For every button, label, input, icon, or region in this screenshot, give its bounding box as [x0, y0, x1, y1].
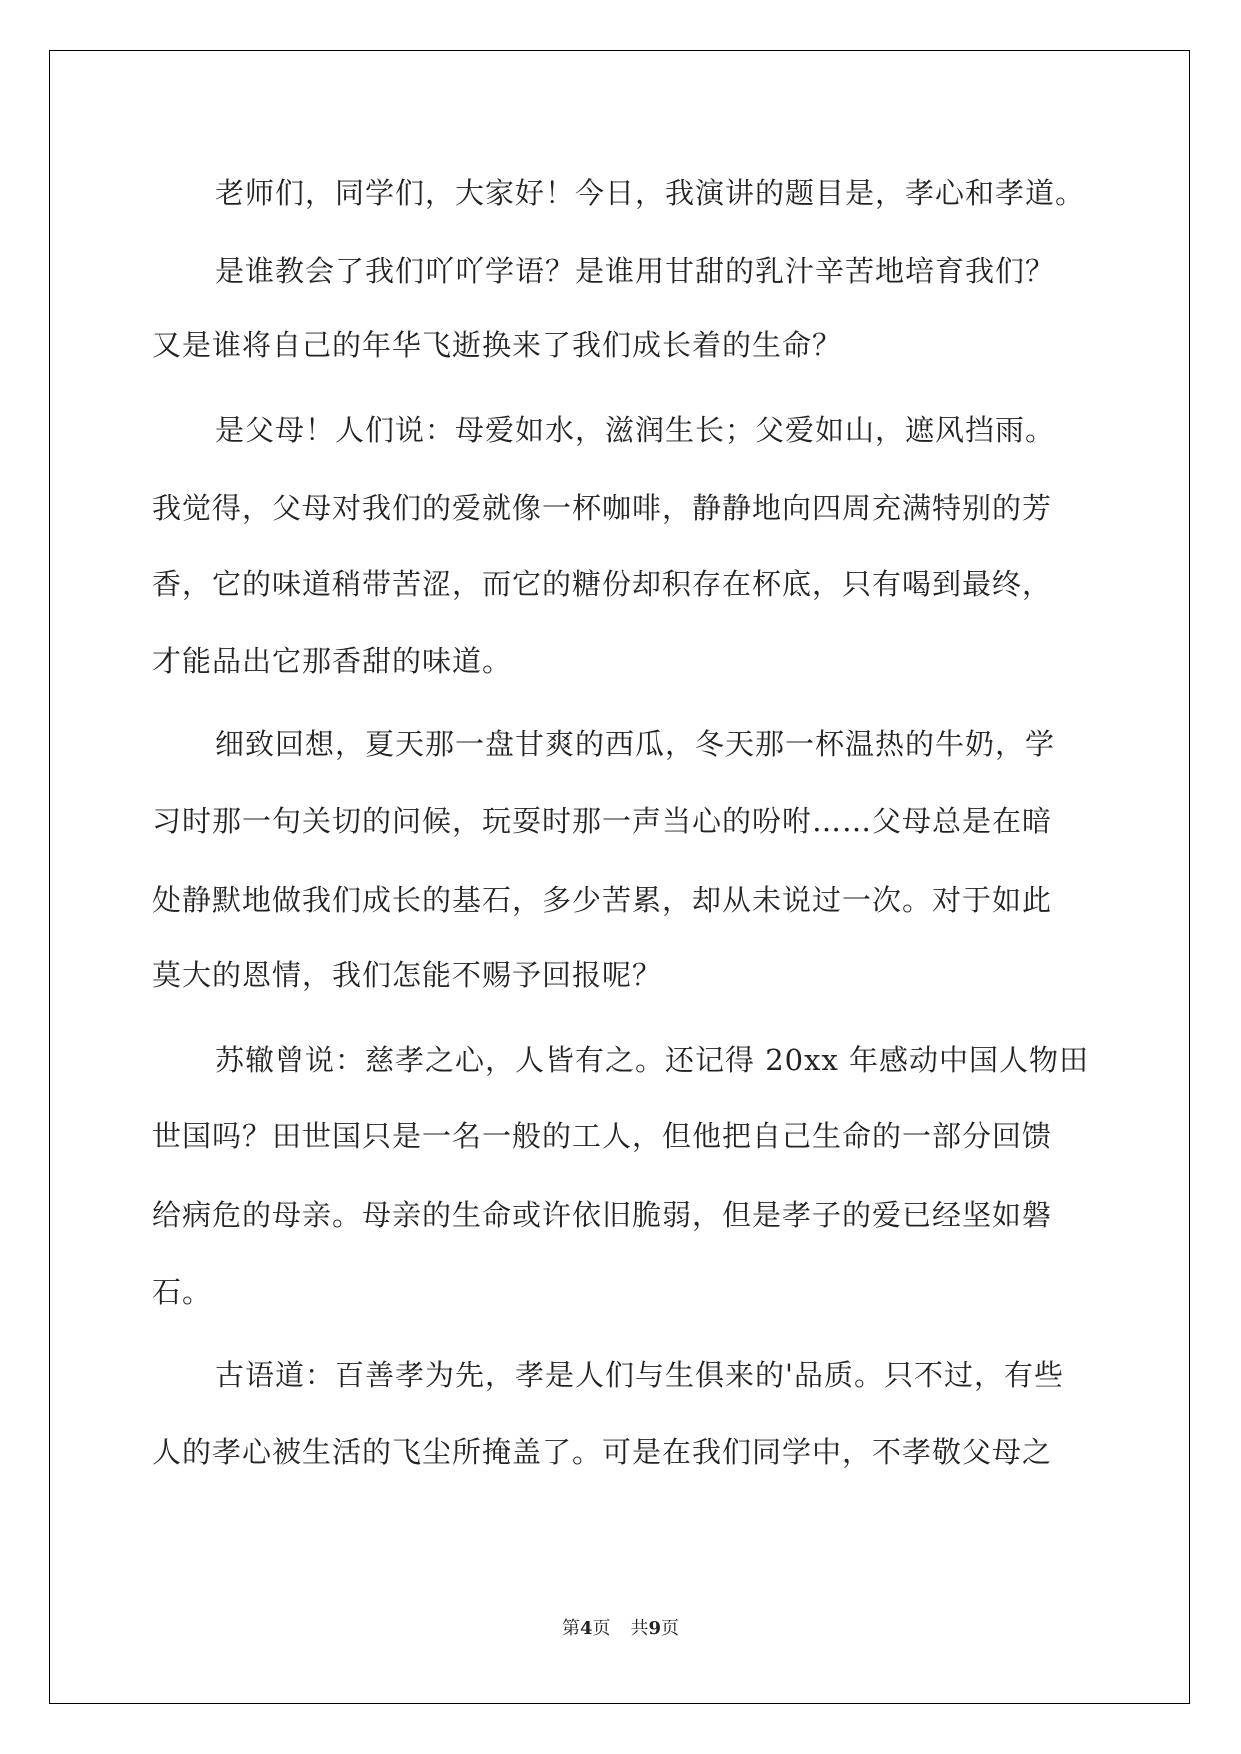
- text-line: 我觉得，父母对我们的爱就像一杯咖啡，静静地向四周充满特别的芳: [152, 491, 1053, 525]
- text-line: 习时那一句关切的问候，玩耍时那一声当心的吩咐……父母总是在暗: [152, 804, 1053, 838]
- text-line: 石。: [152, 1275, 213, 1309]
- footer-page-current: 4: [579, 1618, 593, 1639]
- footer-total-prefix: 共: [630, 1618, 649, 1639]
- text-line: 苏辙曾说：慈孝之心，人皆有之。还记得 20xx 年感动中国人物田: [215, 1043, 1090, 1077]
- text-line: 古语道：百善孝为先，孝是人们与生俱来的'品质。只不过，有些: [215, 1358, 1064, 1392]
- text-line: 给病危的母亲。母亲的生命或许依旧脆弱，但是孝子的爱已经坚如磐: [152, 1198, 1053, 1232]
- page-footer: [0, 1614, 1241, 1640]
- footer-page-total: 9: [648, 1618, 662, 1639]
- text-line: 老师们，同学们，大家好！今日，我演讲的题目是，孝心和孝道。: [215, 176, 1086, 210]
- footer-page-prefix: 第: [561, 1618, 580, 1639]
- text-line: 处静默地做我们成长的基石，多少苦累，却从未说过一次。对于如此: [152, 883, 1053, 917]
- text-line: 是谁教会了我们吖吖学语？是谁用甘甜的乳汁辛苦地培育我们？: [215, 254, 1056, 288]
- text-line: 是父母！人们说：母爱如水，滋润生长；父爱如山，遮风挡雨。: [215, 413, 1056, 447]
- text-line: 莫大的恩情，我们怎能不赐予回报呢？: [152, 958, 663, 992]
- footer-total-suffix: 页: [661, 1618, 680, 1639]
- footer-page-suffix: 页: [592, 1618, 611, 1639]
- text-line: 细致回想，夏天那一盘甘爽的西瓜，冬天那一杯温热的牛奶，学: [215, 727, 1056, 761]
- text-line: 世国吗？田世国只是一名一般的工人，但他把自己生命的一部分回馈: [152, 1119, 1053, 1153]
- text-line: 又是谁将自己的年华飞逝换来了我们成长着的生命？: [152, 328, 843, 362]
- text-line: 香，它的味道稍带苦涩，而它的糖份却积存在杯底，只有喝到最终，: [152, 567, 1053, 601]
- text-line: 人的孝心被生活的飞尘所掩盖了。可是在我们同学中，不孝敬父母之: [152, 1435, 1053, 1469]
- text-line: 才能品出它那香甜的味道。: [152, 644, 513, 678]
